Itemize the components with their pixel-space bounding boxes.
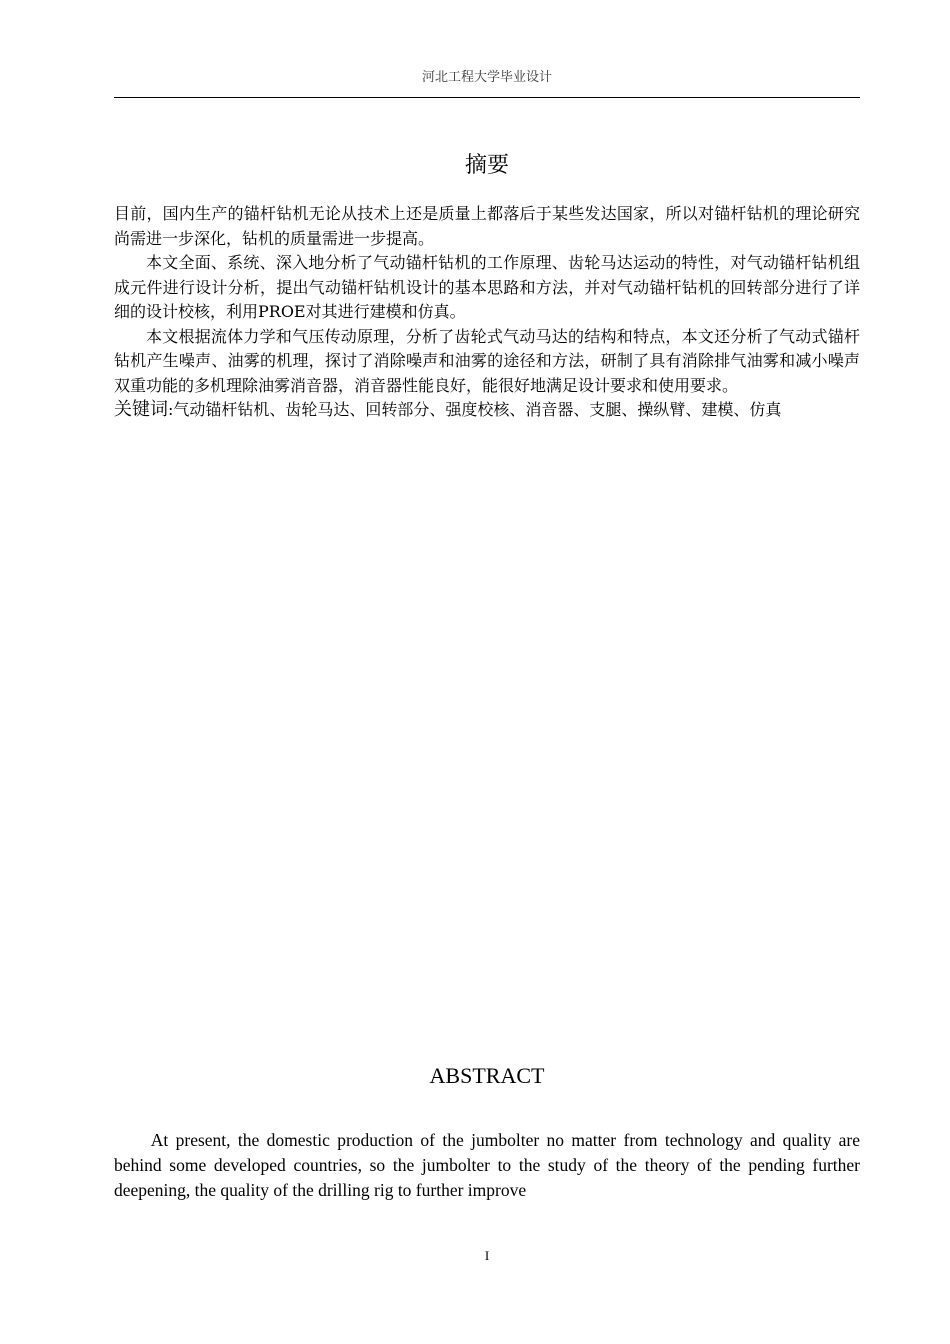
keywords-label: 关键词 [114, 399, 168, 420]
abstract-cn-paragraph-1: 目前，国内生产的锚杆钻机无论从技术上还是质量上都落后于某些发达国家，所以对锚杆钻机的理论研究尚需进一步深化，钻机的质量需进一步提高。 [114, 204, 860, 248]
abstract-cn-paragraph-2: 本文全面、系统、深入地分析了气动锚杆钻机的工作原理、齿轮马达运动的特性，对气动锚杆钻机组成元件进行设计分析，提出气动锚杆钻机设计的基本思路和方法，并对气动锚杆钻机的回转部分进行了详细的设计校核，利用PROE对其进行建模和仿真。 [114, 253, 860, 321]
abstract-en-title: ABSTRACT [429, 1063, 545, 1088]
abstract-cn-title: 摘要 [464, 153, 509, 178]
abstract-en-body [114, 1128, 860, 1203]
page-header: 河北工程大学毕业设计 [421, 70, 552, 85]
header-divider [114, 97, 860, 98]
keywords-text: :气动锚杆钻机、齿轮马达、回转部分、强度校核、消音器、支腿、操纵臂、建模、仿真 [168, 400, 782, 419]
abstract-cn-body [114, 202, 860, 423]
abstract-en-paragraph: At present, the domestic production of the jumbolter no matter from technology and quality are behind some developed countries, so the jumbolter to the study of the theory of the pending further deepening, the quality of the drilling rig to further improve [114, 1130, 860, 1200]
abstract-cn-paragraph-3: 本文根据流体力学和气压传动原理，分析了齿轮式气动马达的结构和特点，本文还分析了气动式锚杆钻机产生噪声、油雾的机理，探讨了消除噪声和油雾的途径和方法，研制了具有消除排气油雾和减小噪声双重功能的多机理除油雾消音器，消音器性能良好，能很好地满足设计要求和使用要求。 [114, 326, 860, 395]
keywords-line [114, 398, 860, 423]
page-number: I [484, 1248, 490, 1263]
